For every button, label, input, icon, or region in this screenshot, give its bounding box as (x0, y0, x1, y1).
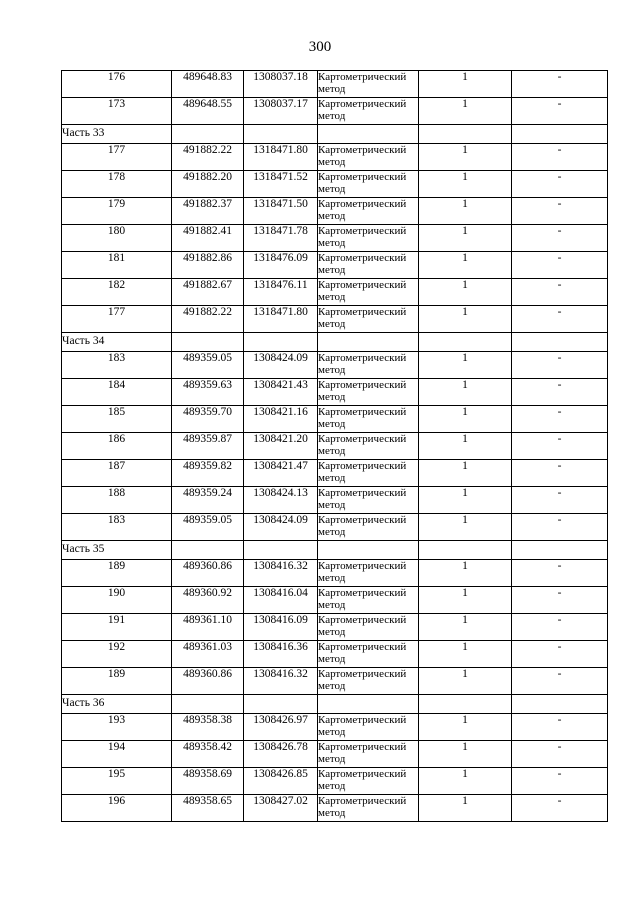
part-header-row (62, 333, 608, 352)
method-text: Картометрический метод (318, 352, 407, 376)
accuracy-cell: 1 (419, 487, 512, 514)
sign-cell: - (512, 433, 608, 460)
part-header-row (62, 541, 608, 560)
sign-cell: - (512, 614, 608, 641)
point-number-cell: 183 (62, 514, 172, 541)
y-coordinate-cell: 1308427.02 (244, 795, 318, 822)
method-cell (318, 171, 419, 198)
table-row (62, 252, 608, 279)
sign-cell: - (512, 379, 608, 406)
point-number-cell: 185 (62, 406, 172, 433)
accuracy-cell: 1 (419, 460, 512, 487)
sign-cell: - (512, 225, 608, 252)
method-text: Картометрический метод (318, 668, 407, 692)
y-coordinate-cell: 1318471.78 (244, 225, 318, 252)
method-cell (318, 741, 419, 768)
method-cell (318, 144, 419, 171)
accuracy-cell: 1 (419, 279, 512, 306)
y-coordinate-cell: 1308037.17 (244, 98, 318, 125)
x-coordinate-cell: 489360.92 (172, 587, 244, 614)
y-coordinate-cell: 1308416.36 (244, 641, 318, 668)
sign-cell: - (512, 144, 608, 171)
x-coordinate-cell: 489358.65 (172, 795, 244, 822)
y-coordinate-cell: 1308426.85 (244, 768, 318, 795)
y-coordinate-cell: 1308421.16 (244, 406, 318, 433)
sign-cell: - (512, 714, 608, 741)
part-label: Часть 33 (62, 125, 172, 144)
table-row (62, 768, 608, 795)
method-cell (318, 460, 419, 487)
y-coordinate-cell: 1308416.32 (244, 560, 318, 587)
accuracy-cell: 1 (419, 514, 512, 541)
x-coordinate-cell: 489359.05 (172, 352, 244, 379)
table-row (62, 406, 608, 433)
table-row (62, 198, 608, 225)
x-coordinate-cell: 489359.82 (172, 460, 244, 487)
table-row (62, 71, 608, 98)
table-row (62, 560, 608, 587)
method-text: Картометрический метод (318, 71, 407, 95)
table-row (62, 741, 608, 768)
table-row (62, 614, 608, 641)
method-cell (318, 406, 419, 433)
accuracy-cell: 1 (419, 560, 512, 587)
sign-cell: - (512, 460, 608, 487)
method-text: Картометрический метод (318, 379, 407, 403)
empty-cell (318, 333, 419, 352)
sign-cell: - (512, 352, 608, 379)
empty-cell (512, 125, 608, 144)
method-text: Картометрический метод (318, 225, 407, 249)
table-row (62, 379, 608, 406)
sign-cell: - (512, 587, 608, 614)
x-coordinate-cell: 489360.86 (172, 560, 244, 587)
table-row (62, 587, 608, 614)
y-coordinate-cell: 1308424.09 (244, 352, 318, 379)
method-cell (318, 98, 419, 125)
x-coordinate-cell: 489359.87 (172, 433, 244, 460)
empty-cell (244, 695, 318, 714)
accuracy-cell: 1 (419, 641, 512, 668)
point-number-cell: 193 (62, 714, 172, 741)
point-number-cell: 180 (62, 225, 172, 252)
empty-cell (419, 541, 512, 560)
table-row (62, 795, 608, 822)
y-coordinate-cell: 1308421.20 (244, 433, 318, 460)
coordinates-table (61, 70, 608, 822)
method-cell (318, 225, 419, 252)
method-text: Картометрический метод (318, 741, 407, 765)
sign-cell: - (512, 279, 608, 306)
y-coordinate-cell: 1308416.04 (244, 587, 318, 614)
y-coordinate-cell: 1308426.97 (244, 714, 318, 741)
x-coordinate-cell: 489358.42 (172, 741, 244, 768)
point-number-cell: 186 (62, 433, 172, 460)
method-cell (318, 714, 419, 741)
x-coordinate-cell: 489360.86 (172, 668, 244, 695)
accuracy-cell: 1 (419, 306, 512, 333)
y-coordinate-cell: 1308037.18 (244, 71, 318, 98)
point-number-cell: 181 (62, 252, 172, 279)
table-row (62, 98, 608, 125)
empty-cell (512, 541, 608, 560)
empty-cell (172, 541, 244, 560)
accuracy-cell: 1 (419, 252, 512, 279)
method-cell (318, 514, 419, 541)
method-text: Картометрический метод (318, 306, 407, 330)
point-number-cell: 183 (62, 352, 172, 379)
empty-cell (419, 333, 512, 352)
method-text: Картометрический метод (318, 641, 407, 665)
accuracy-cell: 1 (419, 98, 512, 125)
method-cell (318, 587, 419, 614)
point-number-cell: 176 (62, 71, 172, 98)
point-number-cell: 191 (62, 614, 172, 641)
coordinates-table-body (62, 71, 608, 822)
sign-cell: - (512, 741, 608, 768)
table-row (62, 306, 608, 333)
method-text: Картометрический метод (318, 714, 407, 738)
method-cell (318, 560, 419, 587)
page-number: 300 (308, 39, 332, 55)
sign-cell: - (512, 71, 608, 98)
x-coordinate-cell: 491882.37 (172, 198, 244, 225)
sign-cell: - (512, 487, 608, 514)
table-row (62, 487, 608, 514)
table-row (62, 433, 608, 460)
point-number-cell: 194 (62, 741, 172, 768)
method-cell (318, 641, 419, 668)
part-header-row (62, 125, 608, 144)
accuracy-cell: 1 (419, 768, 512, 795)
accuracy-cell: 1 (419, 668, 512, 695)
empty-cell (172, 695, 244, 714)
x-coordinate-cell: 489359.05 (172, 514, 244, 541)
table-row (62, 352, 608, 379)
sign-cell: - (512, 795, 608, 822)
method-text: Картометрический метод (318, 768, 407, 792)
accuracy-cell: 1 (419, 71, 512, 98)
method-text: Картометрический метод (318, 587, 407, 611)
method-text: Картометрический метод (318, 487, 407, 511)
accuracy-cell: 1 (419, 587, 512, 614)
method-cell (318, 252, 419, 279)
empty-cell (512, 695, 608, 714)
point-number-cell: 182 (62, 279, 172, 306)
method-cell (318, 279, 419, 306)
x-coordinate-cell: 489359.24 (172, 487, 244, 514)
method-cell (318, 379, 419, 406)
x-coordinate-cell: 489361.10 (172, 614, 244, 641)
y-coordinate-cell: 1318471.80 (244, 144, 318, 171)
empty-cell (318, 125, 419, 144)
x-coordinate-cell: 491882.41 (172, 225, 244, 252)
method-text: Картометрический метод (318, 460, 407, 484)
y-coordinate-cell: 1318476.09 (244, 252, 318, 279)
method-text: Картометрический метод (318, 795, 407, 819)
accuracy-cell: 1 (419, 352, 512, 379)
y-coordinate-cell: 1318476.11 (244, 279, 318, 306)
method-cell (318, 795, 419, 822)
sign-cell: - (512, 98, 608, 125)
method-cell (318, 198, 419, 225)
empty-cell (172, 125, 244, 144)
sign-cell: - (512, 641, 608, 668)
table-row (62, 460, 608, 487)
empty-cell (172, 333, 244, 352)
accuracy-cell: 1 (419, 714, 512, 741)
point-number-cell: 195 (62, 768, 172, 795)
method-text: Картометрический метод (318, 560, 407, 584)
y-coordinate-cell: 1318471.50 (244, 198, 318, 225)
y-coordinate-cell: 1308421.43 (244, 379, 318, 406)
table-row (62, 714, 608, 741)
empty-cell (512, 333, 608, 352)
table-row (62, 171, 608, 198)
method-text: Картометрический метод (318, 433, 407, 457)
x-coordinate-cell: 489648.83 (172, 71, 244, 98)
sign-cell: - (512, 198, 608, 225)
table-row (62, 225, 608, 252)
y-coordinate-cell: 1308421.47 (244, 460, 318, 487)
point-number-cell: 184 (62, 379, 172, 406)
point-number-cell: 178 (62, 171, 172, 198)
accuracy-cell: 1 (419, 171, 512, 198)
empty-cell (244, 125, 318, 144)
accuracy-cell: 1 (419, 198, 512, 225)
point-number-cell: 187 (62, 460, 172, 487)
accuracy-cell: 1 (419, 795, 512, 822)
accuracy-cell: 1 (419, 144, 512, 171)
x-coordinate-cell: 489648.55 (172, 98, 244, 125)
x-coordinate-cell: 489358.38 (172, 714, 244, 741)
accuracy-cell: 1 (419, 741, 512, 768)
accuracy-cell: 1 (419, 225, 512, 252)
point-number-cell: 179 (62, 198, 172, 225)
table-row (62, 144, 608, 171)
y-coordinate-cell: 1308424.13 (244, 487, 318, 514)
empty-cell (244, 333, 318, 352)
point-number-cell: 177 (62, 144, 172, 171)
part-label: Часть 34 (62, 333, 172, 352)
point-number-cell: 173 (62, 98, 172, 125)
empty-cell (318, 695, 419, 714)
y-coordinate-cell: 1308424.09 (244, 514, 318, 541)
point-number-cell: 189 (62, 560, 172, 587)
method-text: Картометрический метод (318, 98, 407, 122)
sign-cell: - (512, 560, 608, 587)
y-coordinate-cell: 1308416.09 (244, 614, 318, 641)
table-row (62, 514, 608, 541)
sign-cell: - (512, 668, 608, 695)
sign-cell: - (512, 514, 608, 541)
accuracy-cell: 1 (419, 406, 512, 433)
point-number-cell: 188 (62, 487, 172, 514)
empty-cell (419, 125, 512, 144)
point-number-cell: 196 (62, 795, 172, 822)
x-coordinate-cell: 491882.22 (172, 144, 244, 171)
sign-cell: - (512, 171, 608, 198)
sign-cell: - (512, 306, 608, 333)
method-cell (318, 433, 419, 460)
sign-cell: - (512, 768, 608, 795)
method-cell (318, 614, 419, 641)
table-row (62, 279, 608, 306)
method-cell (318, 768, 419, 795)
y-coordinate-cell: 1318471.52 (244, 171, 318, 198)
method-text: Картометрический метод (318, 514, 407, 538)
sign-cell: - (512, 406, 608, 433)
part-header-row (62, 695, 608, 714)
sign-cell: - (512, 252, 608, 279)
x-coordinate-cell: 489361.03 (172, 641, 244, 668)
method-text: Картометрический метод (318, 252, 407, 276)
x-coordinate-cell: 489359.63 (172, 379, 244, 406)
method-text: Картометрический метод (318, 614, 407, 638)
method-cell (318, 487, 419, 514)
method-text: Картометрический метод (318, 198, 407, 222)
method-cell (318, 352, 419, 379)
empty-cell (419, 695, 512, 714)
x-coordinate-cell: 491882.67 (172, 279, 244, 306)
x-coordinate-cell: 489359.70 (172, 406, 244, 433)
point-number-cell: 192 (62, 641, 172, 668)
point-number-cell: 189 (62, 668, 172, 695)
y-coordinate-cell: 1318471.80 (244, 306, 318, 333)
part-label: Часть 35 (62, 541, 172, 560)
x-coordinate-cell: 489358.69 (172, 768, 244, 795)
empty-cell (318, 541, 419, 560)
y-coordinate-cell: 1308416.32 (244, 668, 318, 695)
y-coordinate-cell: 1308426.78 (244, 741, 318, 768)
accuracy-cell: 1 (419, 433, 512, 460)
table-row (62, 668, 608, 695)
method-text: Картометрический метод (318, 406, 407, 430)
method-cell (318, 71, 419, 98)
table-row (62, 641, 608, 668)
accuracy-cell: 1 (419, 614, 512, 641)
empty-cell (244, 541, 318, 560)
point-number-cell: 190 (62, 587, 172, 614)
method-text: Картометрический метод (318, 144, 407, 168)
method-cell (318, 668, 419, 695)
method-text: Картометрический метод (318, 171, 407, 195)
x-coordinate-cell: 491882.22 (172, 306, 244, 333)
part-label: Часть 36 (62, 695, 172, 714)
method-text: Картометрический метод (318, 279, 407, 303)
method-cell (318, 306, 419, 333)
x-coordinate-cell: 491882.20 (172, 171, 244, 198)
accuracy-cell: 1 (419, 379, 512, 406)
x-coordinate-cell: 491882.86 (172, 252, 244, 279)
point-number-cell: 177 (62, 306, 172, 333)
